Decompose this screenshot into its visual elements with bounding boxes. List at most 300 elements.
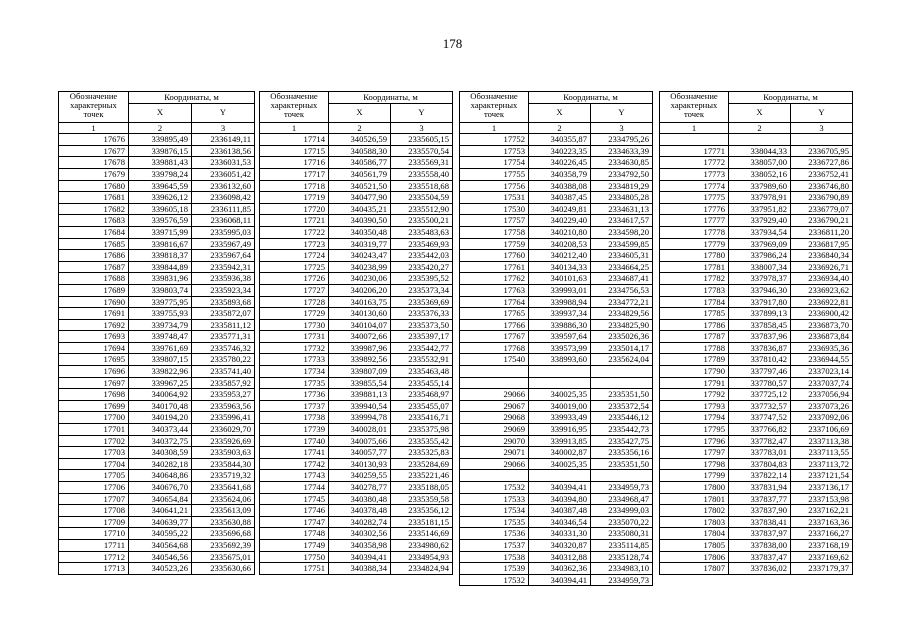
point-id-cell: 17731 <box>260 331 329 343</box>
x-coordinate-cell: 340308,59 <box>129 447 192 459</box>
table-row <box>660 458 853 470</box>
y-coordinate-cell: 2335355,42 <box>391 435 453 447</box>
table-row <box>59 261 255 273</box>
table-row <box>460 261 653 273</box>
table-row <box>260 354 453 366</box>
y-coordinate-cell: 2337162,21 <box>791 505 853 517</box>
x-coordinate-cell: 340394,80 <box>529 493 591 505</box>
y-coordinate-cell: 2335570,54 <box>391 145 453 157</box>
point-id-cell: 17697 <box>59 377 129 389</box>
point-id-cell: 17751 <box>260 563 329 575</box>
x-coordinate-cell: 340362,36 <box>529 563 591 575</box>
table-row <box>660 389 853 401</box>
x-coordinate-cell: 339775,95 <box>129 296 192 308</box>
header-point-name: Обозначение характерных точек <box>660 92 729 123</box>
x-coordinate-cell <box>529 377 591 389</box>
point-id-cell: 17755 <box>460 168 529 180</box>
y-coordinate-cell: 2335780,22 <box>192 354 255 366</box>
table-row <box>260 539 453 551</box>
header-y: Y <box>391 103 453 122</box>
table-row <box>59 354 255 366</box>
y-coordinate-cell: 2337113,55 <box>791 447 853 459</box>
y-coordinate-cell: 2335844,30 <box>192 458 255 470</box>
point-id-cell: 17798 <box>660 458 729 470</box>
table-row <box>59 284 255 296</box>
header-coordinates: Координаты, м <box>729 92 853 104</box>
x-coordinate-cell: 337837,47 <box>729 551 791 563</box>
table-row <box>660 447 853 459</box>
x-coordinate-cell: 337946,30 <box>729 284 791 296</box>
table-row <box>59 482 255 494</box>
x-coordinate-cell: 337969,09 <box>729 238 791 250</box>
x-coordinate-cell: 340075,66 <box>329 435 391 447</box>
point-id-cell: 17784 <box>660 296 729 308</box>
x-coordinate-cell: 339576,59 <box>129 215 192 227</box>
table-row <box>59 493 255 505</box>
x-coordinate-cell: 340223,35 <box>529 145 591 157</box>
table-row <box>260 482 453 494</box>
x-coordinate-cell: 340394,41 <box>529 482 591 494</box>
y-coordinate-cell: 2335146,69 <box>391 528 453 540</box>
point-id-cell: 17703 <box>59 447 129 459</box>
x-coordinate-cell: 340163,75 <box>329 296 391 308</box>
point-id-cell: 17746 <box>260 505 329 517</box>
x-coordinate-cell: 340230,06 <box>329 273 391 285</box>
table-row <box>260 331 453 343</box>
y-coordinate-cell: 2334829,56 <box>591 308 653 320</box>
point-id-cell <box>460 470 529 482</box>
column-number-row <box>460 122 653 134</box>
x-coordinate-cell: 340378,48 <box>329 505 391 517</box>
point-id-cell: 17739 <box>260 424 329 436</box>
y-coordinate-cell: 2334756,53 <box>591 284 653 296</box>
table-row <box>460 516 653 528</box>
y-coordinate-cell: 2337121,54 <box>791 470 853 482</box>
point-id-cell: 17807 <box>660 563 729 575</box>
table-row <box>460 273 653 285</box>
y-coordinate-cell: 2337073,26 <box>791 400 853 412</box>
x-coordinate-cell: 339993,01 <box>529 284 591 296</box>
point-id-cell: 17771 <box>660 145 729 157</box>
x-coordinate-cell: 339626,12 <box>129 192 192 204</box>
x-coordinate-cell: 340025,35 <box>529 458 591 470</box>
table-row <box>59 157 255 169</box>
header-point-name: Обозначение характерных точек <box>460 92 529 123</box>
point-id-cell: 17745 <box>260 493 329 505</box>
table-row <box>660 493 853 505</box>
point-id-cell: 17740 <box>260 435 329 447</box>
table-row <box>260 400 453 412</box>
table-row <box>460 308 653 320</box>
table-row <box>460 539 653 551</box>
x-coordinate-cell: 339937,34 <box>529 308 591 320</box>
point-id-cell: 17688 <box>59 273 129 285</box>
point-id-cell: 17709 <box>59 516 129 528</box>
x-coordinate-cell: 337766,82 <box>729 424 791 436</box>
x-coordinate-cell: 337838,41 <box>729 516 791 528</box>
x-coordinate-cell: 340170,48 <box>129 400 192 412</box>
x-coordinate-cell: 340435,21 <box>329 203 391 215</box>
x-coordinate-cell: 340243,47 <box>329 250 391 262</box>
x-coordinate-cell: 339916,95 <box>529 424 591 436</box>
table-row <box>260 273 453 285</box>
point-id-cell: 17804 <box>660 528 729 540</box>
point-id-cell: 17791 <box>660 377 729 389</box>
table-row <box>460 296 653 308</box>
x-coordinate-cell: 340358,79 <box>529 168 591 180</box>
x-coordinate-cell: 337831,94 <box>729 482 791 494</box>
table-row <box>260 528 453 540</box>
x-coordinate-cell: 340588,30 <box>329 145 391 157</box>
header-x: X <box>729 103 791 122</box>
y-coordinate-cell: 2335080,31 <box>591 528 653 540</box>
table-row <box>460 342 653 354</box>
point-id-cell: 17779 <box>660 238 729 250</box>
x-coordinate-cell: 339761,69 <box>129 342 192 354</box>
x-coordinate-cell: 337837,90 <box>729 505 791 517</box>
point-id-cell: 17717 <box>260 168 329 180</box>
table-row <box>59 389 255 401</box>
x-coordinate-cell: 339940,54 <box>329 400 391 412</box>
point-id-cell: 17690 <box>59 296 129 308</box>
point-id-cell: 29066 <box>460 458 529 470</box>
y-coordinate-cell: 2335359,58 <box>391 493 453 505</box>
y-coordinate-cell: 2334959,73 <box>591 482 653 494</box>
x-coordinate-cell: 339807,15 <box>129 354 192 366</box>
x-coordinate-cell: 337951,82 <box>729 203 791 215</box>
y-coordinate-cell: 2334598,20 <box>591 226 653 238</box>
table-row <box>460 238 653 250</box>
point-id-cell: 17530 <box>460 203 529 215</box>
header-row <box>260 92 453 104</box>
y-coordinate-cell: 2335942,31 <box>192 261 255 273</box>
x-coordinate-cell: 340206,20 <box>329 284 391 296</box>
table-row <box>260 250 453 262</box>
point-id-cell: 17782 <box>660 273 729 285</box>
header-x: X <box>129 103 192 122</box>
y-coordinate-cell: 2334605,31 <box>591 250 653 262</box>
point-id-cell: 17710 <box>59 528 129 540</box>
y-coordinate-cell: 2335923,34 <box>192 284 255 296</box>
y-coordinate-cell: 2335630,66 <box>192 563 255 575</box>
x-coordinate-cell: 340212,40 <box>529 250 591 262</box>
table-row <box>59 505 255 517</box>
y-coordinate-cell: 2334980,62 <box>391 539 453 551</box>
x-coordinate-cell: 340648,86 <box>129 470 192 482</box>
y-coordinate-cell: 2335926,69 <box>192 435 255 447</box>
y-coordinate-cell: 2335128,74 <box>591 551 653 563</box>
y-coordinate-cell: 2335741,40 <box>192 366 255 378</box>
x-coordinate-cell: 337989,60 <box>729 180 791 192</box>
y-coordinate-cell: 2335446,12 <box>591 412 653 424</box>
table-row <box>260 435 453 447</box>
x-coordinate-cell: 340249,81 <box>529 203 591 215</box>
y-coordinate-cell: 2335284,69 <box>391 458 453 470</box>
y-coordinate-cell: 2336727,86 <box>791 157 853 169</box>
table-row <box>260 470 453 482</box>
y-coordinate-cell: 2336923,62 <box>791 284 853 296</box>
table-row <box>460 284 653 296</box>
x-coordinate-cell: 340302,56 <box>329 528 391 540</box>
point-id-cell: 17725 <box>260 261 329 273</box>
x-coordinate-cell: 340072,66 <box>329 331 391 343</box>
table-row <box>59 366 255 378</box>
table-row <box>260 563 453 575</box>
y-coordinate-cell: 2334599,85 <box>591 238 653 250</box>
page-number: 178 <box>442 36 463 51</box>
point-id-cell: 17720 <box>260 203 329 215</box>
x-coordinate-cell: 340388,08 <box>529 180 591 192</box>
point-id-cell: 29070 <box>460 435 529 447</box>
x-coordinate-cell: 340331,30 <box>529 528 591 540</box>
point-id-cell: 17759 <box>460 238 529 250</box>
point-id-cell: 17795 <box>660 424 729 436</box>
y-coordinate-cell: 2335967,64 <box>192 250 255 262</box>
point-id-cell: 17757 <box>460 215 529 227</box>
header-coordinates: Координаты, м <box>329 92 453 104</box>
point-id-cell: 17680 <box>59 180 129 192</box>
x-coordinate-cell: 337917,80 <box>729 296 791 308</box>
y-coordinate-cell: 2335026,36 <box>591 331 653 343</box>
y-coordinate-cell: 2336068,11 <box>192 215 255 227</box>
point-id-cell: 17793 <box>660 400 729 412</box>
y-coordinate-cell: 2334795,26 <box>591 134 653 146</box>
y-coordinate-cell: 2336790,89 <box>791 192 853 204</box>
point-id-cell: 17773 <box>660 168 729 180</box>
y-coordinate-cell: 2336873,70 <box>791 319 853 331</box>
x-coordinate-cell: 340521,50 <box>329 180 391 192</box>
point-id-cell: 17783 <box>660 284 729 296</box>
point-id-cell: 17785 <box>660 308 729 320</box>
x-coordinate-cell: 339831,96 <box>129 273 192 285</box>
point-id-cell <box>460 377 529 389</box>
y-coordinate-cell: 2337092,06 <box>791 412 853 424</box>
point-id-cell: 17753 <box>460 145 529 157</box>
column-number-row <box>660 122 853 134</box>
table-row <box>260 261 453 273</box>
table-row <box>660 516 853 528</box>
point-id-cell: 17768 <box>460 342 529 354</box>
y-coordinate-cell: 2335967,49 <box>192 238 255 250</box>
y-coordinate-cell: 2336935,36 <box>791 342 853 354</box>
x-coordinate-cell: 337780,57 <box>729 377 791 389</box>
table-row <box>59 331 255 343</box>
table-row <box>460 203 653 215</box>
point-id-cell: 17538 <box>460 551 529 563</box>
x-coordinate-cell <box>529 470 591 482</box>
point-id-cell: 17698 <box>59 389 129 401</box>
coordinates-table-2 <box>259 91 453 575</box>
y-coordinate-cell: 2335369,69 <box>391 296 453 308</box>
point-id-cell: 17677 <box>59 145 129 157</box>
table-row <box>660 145 853 157</box>
y-coordinate-cell: 2336944,55 <box>791 354 853 366</box>
table-row <box>660 261 853 273</box>
point-id-cell: 17714 <box>260 134 329 146</box>
x-coordinate-cell: 337837,96 <box>729 331 791 343</box>
y-coordinate-cell <box>791 134 853 146</box>
point-id-cell: 17792 <box>660 389 729 401</box>
table-row <box>660 157 853 169</box>
y-coordinate-cell: 2335351,50 <box>591 458 653 470</box>
x-coordinate-cell: 339987,96 <box>329 342 391 354</box>
table-row <box>59 192 255 204</box>
column-number-2: 2 <box>529 122 591 134</box>
x-coordinate-cell: 337822,14 <box>729 470 791 482</box>
point-id-cell: 17689 <box>59 284 129 296</box>
y-coordinate-cell: 2335569,31 <box>391 157 453 169</box>
y-coordinate-cell: 2335372,54 <box>591 400 653 412</box>
table-row <box>59 180 255 192</box>
table-row <box>260 134 453 146</box>
table-row <box>59 308 255 320</box>
point-id-cell: 17708 <box>59 505 129 517</box>
y-coordinate-cell: 2334633,39 <box>591 145 653 157</box>
point-id-cell <box>460 366 529 378</box>
x-coordinate-cell: 340259,55 <box>329 470 391 482</box>
x-coordinate-cell: 340282,74 <box>329 516 391 528</box>
x-coordinate-cell: 340388,34 <box>329 563 391 575</box>
y-coordinate-cell: 2335692,39 <box>192 539 255 551</box>
y-coordinate-cell: 2335963,56 <box>192 400 255 412</box>
point-id-cell: 17760 <box>460 250 529 262</box>
table-row <box>660 284 853 296</box>
y-coordinate-cell: 2335455,14 <box>391 377 453 389</box>
y-coordinate-cell: 2335936,38 <box>192 273 255 285</box>
table-row <box>460 168 653 180</box>
y-coordinate-cell: 2335613,09 <box>192 505 255 517</box>
column-number-1: 1 <box>460 122 529 134</box>
y-coordinate-cell: 2336705,95 <box>791 145 853 157</box>
point-id-cell: 17780 <box>660 250 729 262</box>
y-coordinate-cell: 2335373,34 <box>391 284 453 296</box>
point-id-cell: 17705 <box>59 470 129 482</box>
point-id-cell: 17801 <box>660 493 729 505</box>
table-row <box>660 400 853 412</box>
point-id-cell: 17733 <box>260 354 329 366</box>
table-row <box>59 342 255 354</box>
x-coordinate-cell: 339886,30 <box>529 319 591 331</box>
x-coordinate-cell: 337747,52 <box>729 412 791 424</box>
table-row <box>260 319 453 331</box>
point-id-cell: 17775 <box>660 192 729 204</box>
table-row <box>460 447 653 459</box>
point-id-cell: 17764 <box>460 296 529 308</box>
y-coordinate-cell <box>591 470 653 482</box>
x-coordinate-cell: 340028,01 <box>329 424 391 436</box>
point-id-cell: 17741 <box>260 447 329 459</box>
table-row <box>460 319 653 331</box>
point-id-cell: 17694 <box>59 342 129 354</box>
column-number-3: 3 <box>391 122 453 134</box>
point-id-cell: 17707 <box>59 493 129 505</box>
x-coordinate-cell: 337804,83 <box>729 458 791 470</box>
y-coordinate-cell: 2335872,07 <box>192 308 255 320</box>
table-row <box>59 458 255 470</box>
table-row <box>59 273 255 285</box>
table-row <box>59 377 255 389</box>
y-coordinate-cell: 2335624,04 <box>591 354 653 366</box>
point-id-cell: 17747 <box>260 516 329 528</box>
y-coordinate-cell: 2336840,34 <box>791 250 853 262</box>
column-number-1: 1 <box>59 122 129 134</box>
y-coordinate-cell: 2335512,90 <box>391 203 453 215</box>
point-id-cell: 17802 <box>660 505 729 517</box>
x-coordinate-cell: 339876,15 <box>129 145 192 157</box>
point-id-cell: 17540 <box>460 354 529 366</box>
coordinates-table-1 <box>58 91 255 575</box>
table-row <box>460 470 653 482</box>
x-coordinate-cell: 340394,41 <box>329 551 391 563</box>
x-coordinate-cell: 340350,48 <box>329 226 391 238</box>
table-row <box>59 400 255 412</box>
x-coordinate-cell: 340373,44 <box>129 424 192 436</box>
y-coordinate-cell: 2337113,72 <box>791 458 853 470</box>
point-id-cell: 17777 <box>660 215 729 227</box>
point-id-cell: 17767 <box>460 331 529 343</box>
y-coordinate-cell: 2335468,97 <box>391 389 453 401</box>
y-coordinate-cell: 2335903,63 <box>192 447 255 459</box>
y-coordinate-cell: 2335996,41 <box>192 412 255 424</box>
point-id-cell: 17800 <box>660 482 729 494</box>
x-coordinate-cell: 340064,92 <box>129 389 192 401</box>
x-coordinate-cell: 340641,21 <box>129 505 192 517</box>
point-id-cell: 17754 <box>460 157 529 169</box>
x-coordinate-cell: 339734,79 <box>129 319 192 331</box>
x-coordinate-cell: 337978,91 <box>729 192 791 204</box>
x-coordinate-cell: 340226,45 <box>529 157 591 169</box>
x-coordinate-cell: 337986,24 <box>729 250 791 262</box>
column-number-2: 2 <box>729 122 791 134</box>
point-id-cell: 17799 <box>660 470 729 482</box>
header-x: X <box>529 103 591 122</box>
x-coordinate-cell: 339844,89 <box>129 261 192 273</box>
x-coordinate-cell: 339855,54 <box>329 377 391 389</box>
point-id-cell: 17743 <box>260 470 329 482</box>
y-coordinate-cell: 2334959,73 <box>591 574 653 586</box>
table-row <box>460 192 653 204</box>
table-row <box>59 528 255 540</box>
table-row <box>59 539 255 551</box>
y-coordinate-cell: 2335181,15 <box>391 516 453 528</box>
y-coordinate-cell: 2335325,83 <box>391 447 453 459</box>
y-coordinate-cell: 2335356,12 <box>391 505 453 517</box>
point-id-cell: 17806 <box>660 551 729 563</box>
point-id-cell: 17722 <box>260 226 329 238</box>
header-y: Y <box>791 103 853 122</box>
y-coordinate-cell: 2336873,84 <box>791 331 853 343</box>
x-coordinate-cell: 340523,26 <box>129 563 192 575</box>
y-coordinate-cell: 2337113,38 <box>791 435 853 447</box>
table-row <box>660 226 853 238</box>
header-x: X <box>329 103 391 122</box>
table-row <box>660 250 853 262</box>
y-coordinate-cell: 2335463,48 <box>391 366 453 378</box>
x-coordinate-cell: 340387,45 <box>529 192 591 204</box>
y-coordinate-cell: 2335442,73 <box>591 424 653 436</box>
table-row <box>660 238 853 250</box>
point-id-cell: 17728 <box>260 296 329 308</box>
point-id-cell: 17699 <box>59 400 129 412</box>
point-id-cell: 17727 <box>260 284 329 296</box>
table-row <box>460 563 653 575</box>
table-row <box>460 424 653 436</box>
x-coordinate-cell: 340355,87 <box>529 134 591 146</box>
table-row <box>660 273 853 285</box>
table-row <box>260 145 453 157</box>
y-coordinate-cell: 2337136,17 <box>791 482 853 494</box>
y-coordinate-cell: 2335771,31 <box>192 331 255 343</box>
